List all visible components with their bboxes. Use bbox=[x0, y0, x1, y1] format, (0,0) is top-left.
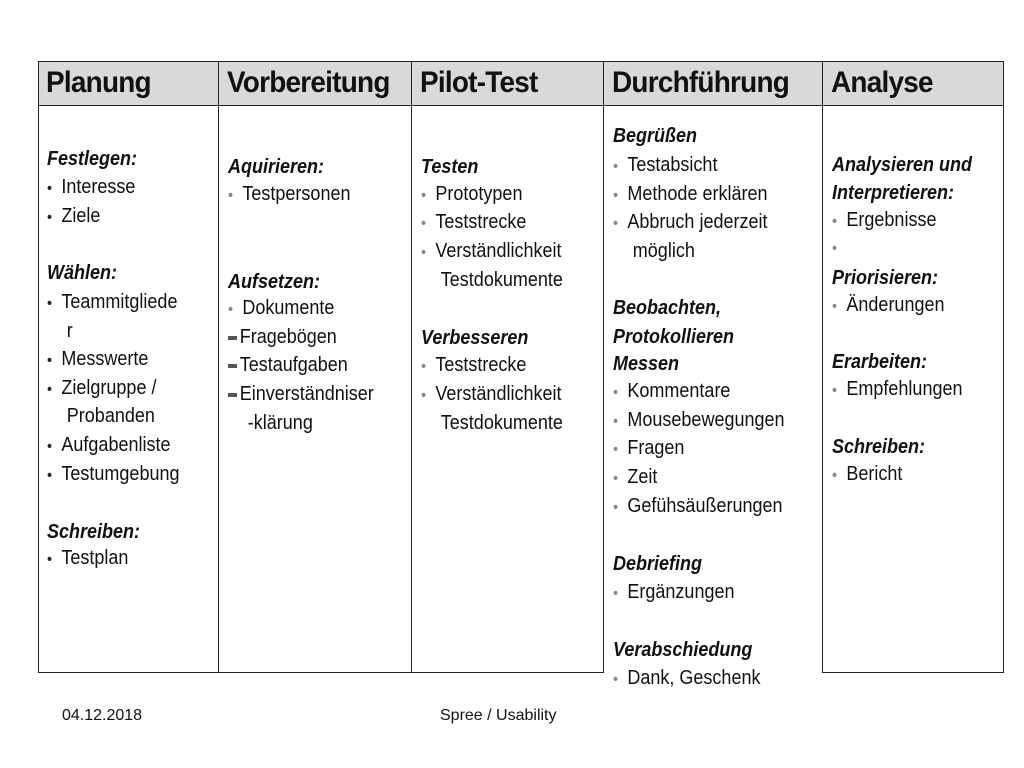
table-rule bbox=[1003, 61, 1004, 673]
list-item: möglich bbox=[632, 240, 695, 262]
list-item: • Verständlichkeit bbox=[421, 382, 561, 408]
list-item: r bbox=[66, 320, 73, 342]
section-heading: Schreiben: bbox=[47, 521, 141, 543]
list-item: • Teststrecke bbox=[421, 353, 526, 379]
table-rule bbox=[603, 61, 604, 673]
section-heading: Festlegen: bbox=[47, 148, 138, 170]
table-rule bbox=[218, 61, 219, 673]
list-item: • Teammitgliede bbox=[47, 290, 177, 316]
section-heading: Schreiben: bbox=[832, 436, 926, 458]
table-rule bbox=[38, 672, 604, 673]
list-item: • Methode erklären bbox=[613, 182, 767, 208]
column-header-analyse: Analyse bbox=[823, 61, 1003, 106]
list-item: • Teststrecke bbox=[421, 210, 526, 236]
section-heading: Aufsetzen: bbox=[228, 271, 321, 293]
list-item: • Testumgebung bbox=[47, 462, 179, 488]
list-item: • Zielgruppe / bbox=[47, 376, 156, 402]
list-item: Einverständniser bbox=[228, 382, 374, 406]
list-item: • Abbruch jederzeit bbox=[613, 210, 767, 236]
list-item: Fragebögen bbox=[228, 325, 337, 349]
column-header-vorbereitung: Vorbereitung bbox=[219, 61, 412, 106]
column-planung bbox=[38, 61, 219, 673]
section-heading: Priorisieren: bbox=[832, 267, 939, 289]
table-rule bbox=[411, 61, 412, 673]
column-durchfuehrung bbox=[604, 61, 823, 689]
table-rule bbox=[822, 61, 823, 673]
list-item: Testaufgaben bbox=[228, 353, 348, 377]
section-heading: Beobachten, bbox=[613, 297, 722, 319]
list-item: • Mousebewegungen bbox=[613, 408, 785, 434]
section-heading: Interpretieren: bbox=[832, 182, 955, 204]
list-item: • Fragen bbox=[613, 436, 684, 462]
list-item: Testdokumente bbox=[440, 269, 563, 291]
column-header-durchfuehrung: Durchführung bbox=[604, 61, 823, 106]
section-heading: Verabschiedung bbox=[613, 639, 753, 661]
section-heading: Begrüßen bbox=[613, 125, 698, 147]
list-item: • Gefühsäußerungen bbox=[613, 494, 783, 520]
list-item: • Aufgabenliste bbox=[47, 433, 170, 459]
list-item: Testdokumente bbox=[440, 412, 563, 434]
list-item: • Testplan bbox=[47, 546, 128, 572]
list-item: • Verständlichkeit bbox=[421, 239, 561, 265]
list-item: • Empfehlungen bbox=[832, 377, 962, 403]
list-item bbox=[832, 235, 846, 261]
list-item: • Messwerte bbox=[47, 347, 148, 373]
table-rule bbox=[822, 672, 1004, 673]
list-item: • Prototypen bbox=[421, 182, 522, 208]
section-heading: Debriefing bbox=[613, 553, 703, 575]
list-item: • Ergänzungen bbox=[613, 580, 734, 606]
section-heading: Analysieren und bbox=[832, 154, 973, 176]
list-item: Probanden bbox=[66, 405, 155, 427]
table-rule bbox=[38, 61, 39, 673]
section-heading: Messen bbox=[613, 353, 680, 375]
section-heading: Testen bbox=[421, 156, 479, 178]
section-heading: Verbesseren bbox=[421, 327, 529, 349]
column-pilot-test bbox=[412, 61, 604, 673]
section-heading: Wählen: bbox=[47, 262, 118, 284]
column-header-pilot-test: Pilot-Test bbox=[412, 61, 604, 106]
list-item: • Änderungen bbox=[832, 293, 944, 319]
list-item: • Zeit bbox=[613, 465, 657, 491]
list-item: • Ergebnisse bbox=[832, 208, 936, 234]
list-item: • Testabsicht bbox=[613, 153, 717, 179]
list-item: • Interesse bbox=[47, 175, 135, 201]
footer-date: 04.12.2018 bbox=[62, 707, 143, 724]
section-heading: Aquirieren: bbox=[228, 156, 325, 178]
list-item: • Dank, Geschenk bbox=[613, 666, 760, 692]
column-analyse bbox=[823, 61, 1003, 673]
footer-caption: Spree / Usability bbox=[440, 707, 557, 724]
list-item: • Testpersonen bbox=[228, 182, 350, 208]
section-heading: Erarbeiten: bbox=[832, 351, 928, 373]
list-item: • Dokumente bbox=[228, 296, 334, 322]
list-item: • Ziele bbox=[47, 204, 100, 230]
list-item: -klärung bbox=[247, 412, 313, 434]
column-vorbereitung bbox=[219, 61, 412, 673]
column-header-planung: Planung bbox=[38, 61, 219, 106]
list-item: • Bericht bbox=[832, 462, 902, 488]
section-heading: Protokollieren bbox=[613, 326, 735, 348]
list-item: • Kommentare bbox=[613, 379, 730, 405]
